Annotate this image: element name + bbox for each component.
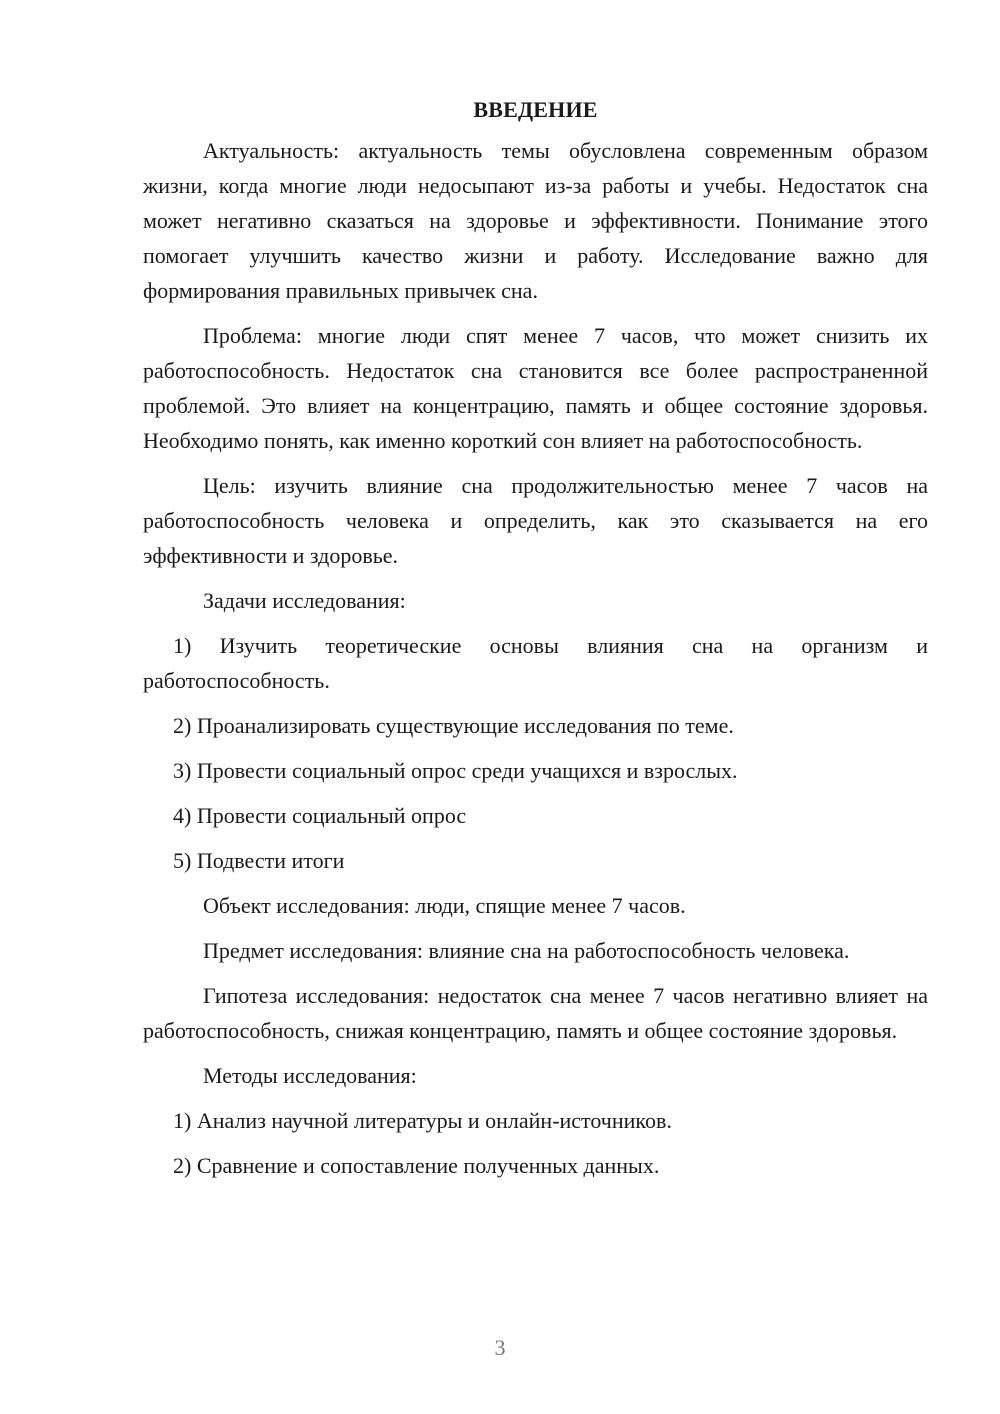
page-title: ВВЕДЕНИЕ	[473, 97, 598, 122]
method-item: 1) Анализ научной литературы и онлайн-источников.	[173, 1108, 672, 1133]
subject-paragraph: Предмет исследования: влияние сна на работоспособность человека.	[203, 938, 850, 963]
task-item: 4) Провести социальный опрос	[173, 803, 467, 828]
object-paragraph: Объект исследования: люди, спящие менее 7 часов.	[203, 893, 686, 918]
methods-heading: Методы исследования:	[203, 1063, 417, 1088]
hypothesis-paragraph: Гипотеза исследования: недостаток сна менее 7 часов негативно влияет на работоспособность, снижая концентрацию, память и общее состояние здоровья.	[143, 983, 928, 1043]
document-page	[143, 92, 928, 1193]
task-item: 1) Изучить теоретические основы влияния сна на организм и работоспособность.	[143, 633, 928, 693]
task-item: 3) Провести социальный опрос среди учащихся и взрослых.	[173, 758, 738, 783]
relevance-paragraph: Актуальность: актуальность темы обусловлена современным образом жизни, когда многие люди недосыпают из-за работы и учебы. Недостаток сна может негативно сказаться на здоровье и эффективности. Понимание этого помогает улучшить качество жизни и работу. Исследование важно для формирования правильных привычек сна.	[143, 138, 928, 303]
method-item: 2) Сравнение и сопоставление полученных данных.	[173, 1153, 660, 1178]
tasks-heading: Задачи исследования:	[203, 588, 406, 613]
task-item: 5) Подвести итоги	[173, 848, 345, 873]
page-number: 3	[494, 1335, 506, 1360]
task-item: 2) Проанализировать существующие исследования по теме.	[173, 713, 734, 738]
goal-paragraph: Цель: изучить влияние сна продолжительностью менее 7 часов на работоспособность человека и определить, как это сказывается на его эффективности и здоровье.	[143, 473, 928, 568]
problem-paragraph: Проблема: многие люди спят менее 7 часов, что может снизить их работоспособность. Недостаток сна становится все более распространенной проблемой. Это влияет на концентрацию, память и общее состояние здоровья. Необходимо понять, как именно короткий сон влияет на работоспособность.	[143, 323, 928, 453]
